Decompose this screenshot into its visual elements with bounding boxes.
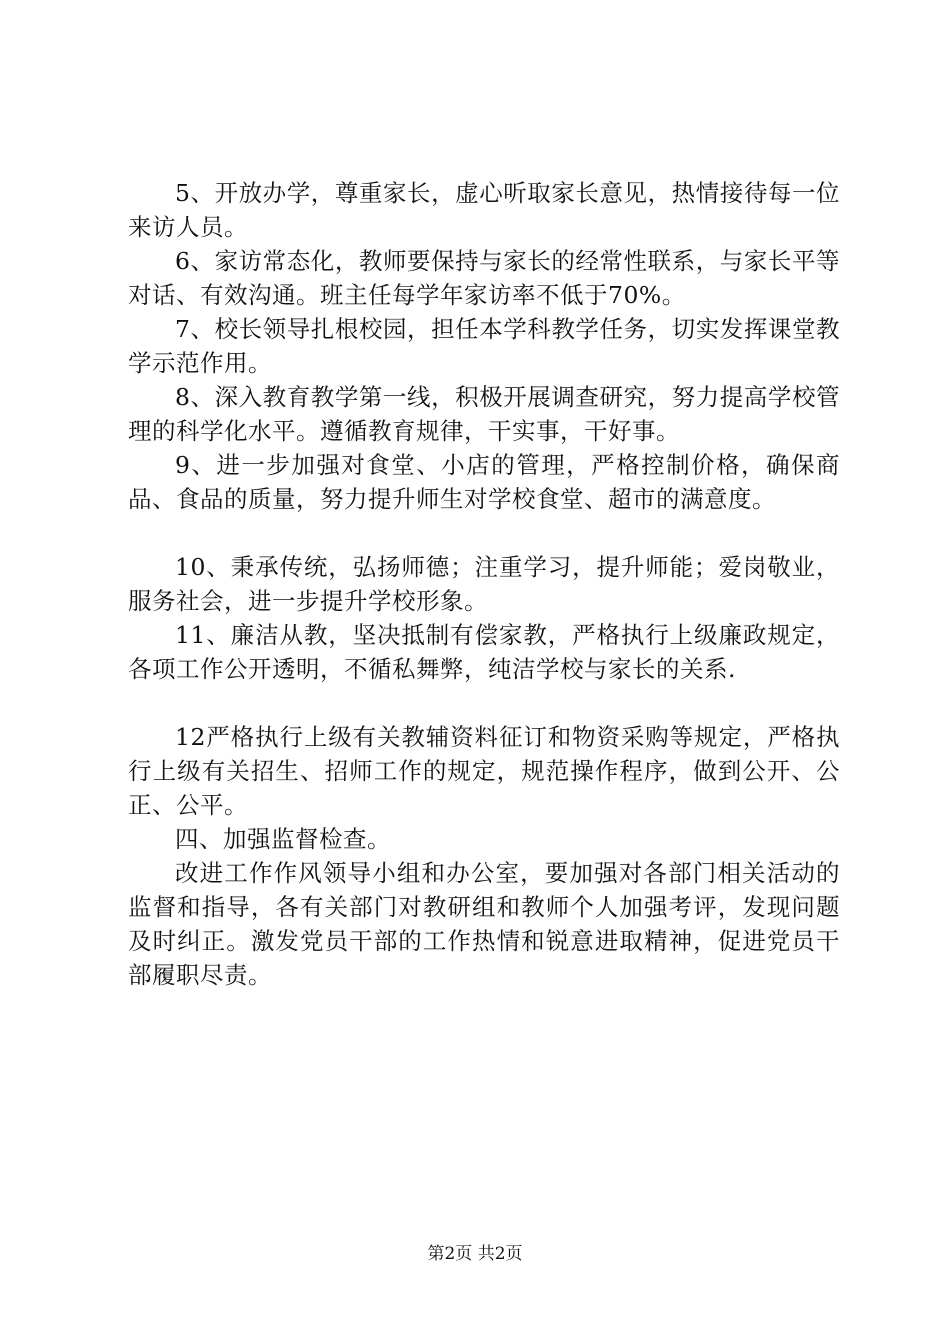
paragraph-item-11: 11、廉洁从教，坚决抵制有偿家教，严格执行上级廉政规定，各项工作公开透明，不循私舞弊，纯洁学校与家长的关系. <box>128 621 840 683</box>
paragraph-supervision-body: 改进工作作风领导小组和办公室，要加强对各部门相关活动的监督和指导，各有关部门对教研组和教师个人加强考评，发现问题及时纠正。激发党员干部的工作热情和锐意进取精神，促进党员干部履职尽责。 <box>128 859 840 989</box>
paragraph-item-6: 6、家访常态化，教师要保持与家长的经常性联系，与家长平等对话、有效沟通。班主任每学年家访率不低于70%。 <box>128 247 840 309</box>
document-body <box>128 176 840 992</box>
paragraph-item-8: 8、深入教育教学第一线，积极开展调查研究，努力提高学校管理的科学化水平。遵循教育规律，干实事，干好事。 <box>128 383 840 445</box>
paragraph-item-5: 5、开放办学，尊重家长，虚心听取家长意见，热情接待每一位来访人员。 <box>128 179 840 241</box>
section-heading-supervision: 四、加强监督检查。 <box>175 825 391 853</box>
paragraph-item-10: 10、秉承传统，弘扬师德；注重学习，提升师能；爱岗敬业，服务社会，进一步提升学校形象。 <box>128 553 840 615</box>
paragraph-item-9: 9、进一步加强对食堂、小店的管理，严格控制价格，确保商品、食品的质量，努力提升师生对学校食堂、超市的满意度。 <box>128 451 840 513</box>
paragraph-item-12: 12严格执行上级有关教辅资料征订和物资采购等规定，严格执行上级有关招生、招师工作的规定，规范操作程序，做到公开、公正、公平。 <box>128 723 840 819</box>
page-footer: 第2页 共2页 <box>427 1244 523 1264</box>
paragraph-item-7: 7、校长领导扎根校园，担任本学科教学任务，切实发挥课堂教学示范作用。 <box>128 315 840 377</box>
